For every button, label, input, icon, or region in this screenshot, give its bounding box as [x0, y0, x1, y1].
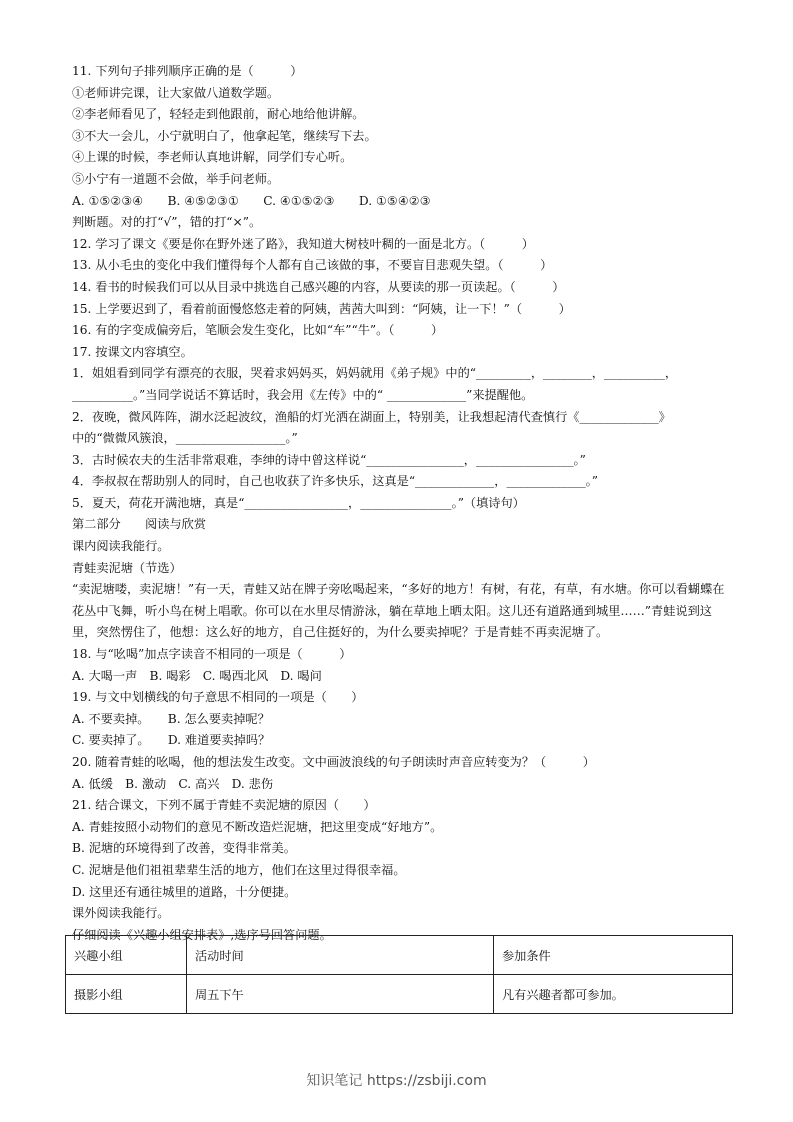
sentence-option-2: ②李老师看见了，轻轻走到他跟前，耐心地给他讲解。 — [72, 107, 365, 122]
judge-section-heading: 判断题。对的打“√”，错的打“×”。 — [72, 215, 262, 230]
question-19-choices-cd: C. 要卖掉了。 D. 难道要卖掉吗？ — [72, 733, 271, 748]
table-header-cell: 参加条件 — [494, 936, 733, 975]
reading-passage: “卖泥塘喽，卖泥塘！”有一天，青蛙又站在牌子旁吆喝起来，“多好的地方！有树，有花，有草，有水塘。你可以看蝴蝶在花丛中飞舞，听小鸟在树上唱歌。你可以在水里尽情游泳，躺在草地上晒太阳。这儿还有道路通到城里……”青蛙说到这里，突然愣住了，他想：这么好的地方，自己住挺好的，为什么要卖掉呢？于是青蛙不再卖泥塘了。 — [72, 582, 725, 640]
fill-blank-4: 4．李叔叔在帮助别人的同时，自己也收获了许多快乐，这真是“_____________，_____________。” — [72, 474, 598, 489]
fill-blank-1-line-1: 1．姐姐看到同学有漂亮的衣服，哭着求妈妈买，妈妈就用《弟子规》中的“_________，________，__________， — [72, 366, 678, 381]
question-21: 21. 结合课文，下列不属于青蛙不卖泥塘的原因（ ） — [72, 798, 376, 813]
site-watermark: 知识笔记 https://zsbiji.com — [306, 1073, 487, 1089]
table-cell: 凡有兴趣者都可参加。 — [494, 975, 733, 1014]
question-20-choices: A. 低缓 B. 激动 C. 高兴 D. 悲伤 — [72, 776, 274, 791]
sentence-option-5: ⑤小宁有一道题不会做，举手问老师。 — [72, 171, 280, 186]
part-two-heading: 第二部分 阅读与欣赏 — [72, 517, 207, 532]
table-cell: 摄影小组 — [66, 975, 187, 1014]
sentence-option-4: ④上课的时候，李老师认真地讲解，同学们专心听。 — [72, 150, 353, 165]
table-row — [66, 975, 733, 1014]
table-header-row — [66, 936, 733, 975]
sentence-option-1: ①老师讲完课，让大家做八道数学题。 — [72, 85, 280, 100]
interest-group-table — [65, 935, 733, 1014]
schedule-instruction: 仔细阅读《兴趣小组安排表》,选序号回答问题。 — [72, 927, 332, 942]
question-21-choice-d: D. 这里还有通往城里的道路，十分便捷。 — [72, 884, 297, 899]
question-19-choices-ab: A. 不要卖掉。 B. 怎么要卖掉呢？ — [72, 711, 270, 726]
question-18: 18. 与“吆喝”加点字读音不相同的一项是（ ） — [72, 647, 352, 662]
passage-title: 青蛙卖泥塘（节选） — [72, 560, 182, 575]
fill-blank-2-line-2: 中的“微微风簇浪，__________________。” — [72, 431, 298, 446]
document-page — [72, 61, 736, 946]
question-11-stem: 11. 下列句子排列顺序正确的是（ ） — [72, 64, 303, 78]
table-header-cell: 活动时间 — [187, 936, 494, 975]
question-20: 20. 随着青蛙的吆喝，他的想法发生改变。文中画波浪线的句子朗读时声音应转变为？（ ） — [72, 755, 595, 769]
table-cell: 周五下午 — [187, 975, 494, 1014]
question-17-heading: 17. 按课文内容填空。 — [72, 344, 193, 359]
question-16: 16. 有的字变成偏旁后，笔顺会发生变化，比如“车”“牛”。（ ） — [72, 323, 444, 338]
sentence-option-3: ③不大一会儿，小宁就明白了，他拿起笔，继续写下去。 — [72, 128, 377, 143]
question-13: 13. 从小毛虫的变化中我们懂得每个人都有自己该做的事，不要盲目悲观失望。（ ） — [72, 258, 553, 273]
table-header-cell: 兴趣小组 — [66, 936, 187, 975]
question-11-choices: A. ①⑤②③④ B. ④⑤②③① C. ④①⑤②③ D. ①⑤④②③ — [72, 193, 431, 208]
question-14: 14. 看书的时候我们可以从目录中挑选自己感兴趣的内容，从要读的那一页读起。（ ） — [72, 279, 565, 294]
fill-blank-3: 3．古时候农夫的生活非常艰难，李绅的诗中曾这样说“________________，________________。” — [72, 452, 586, 467]
fill-blank-5: 5．夏天，荷花开满池塘，真是“_________________，_______________。”（填诗句） — [72, 495, 525, 510]
in-class-reading-heading: 课内阅读我能行。 — [72, 539, 170, 554]
question-15: 15. 上学要迟到了，看着前面慢悠悠走着的阿姨，茜茜大叫到：“阿姨，让一下！”（ ） — [72, 301, 571, 316]
question-21-choice-a: A. 青蛙按照小动物们的意见不断改造烂泥塘，把这里变成“好地方”。 — [72, 819, 443, 834]
question-19: 19. 与文中划横线的句子意思不相同的一项是（ ） — [72, 690, 364, 705]
extracurricular-reading-heading: 课外阅读我能行。 — [72, 906, 170, 921]
fill-blank-2-line-1: 2．夜晚，微风阵阵，湖水泛起波纹，渔船的灯光洒在湖面上，特别美，让我想起清代查慎行《_____________》 — [72, 409, 671, 424]
fill-blank-1-line-2: __________。”当同学说话不算话时，我会用《左传》中的“ _____________”来提醒他。 — [72, 387, 534, 402]
question-18-choices: A. 大喝一声 B. 喝彩 C. 喝西北风 D. 喝问 — [72, 668, 322, 683]
question-12: 12. 学习了课文《要是你在野外迷了路》，我知道大树枝叶稠的一面是北方。（ ） — [72, 236, 534, 251]
question-21-choice-b: B. 泥塘的环境得到了改善，变得非常美。 — [72, 841, 296, 856]
question-21-choice-c: C. 泥塘是他们祖祖辈辈生活的地方，他们在这里过得很幸福。 — [72, 862, 406, 877]
